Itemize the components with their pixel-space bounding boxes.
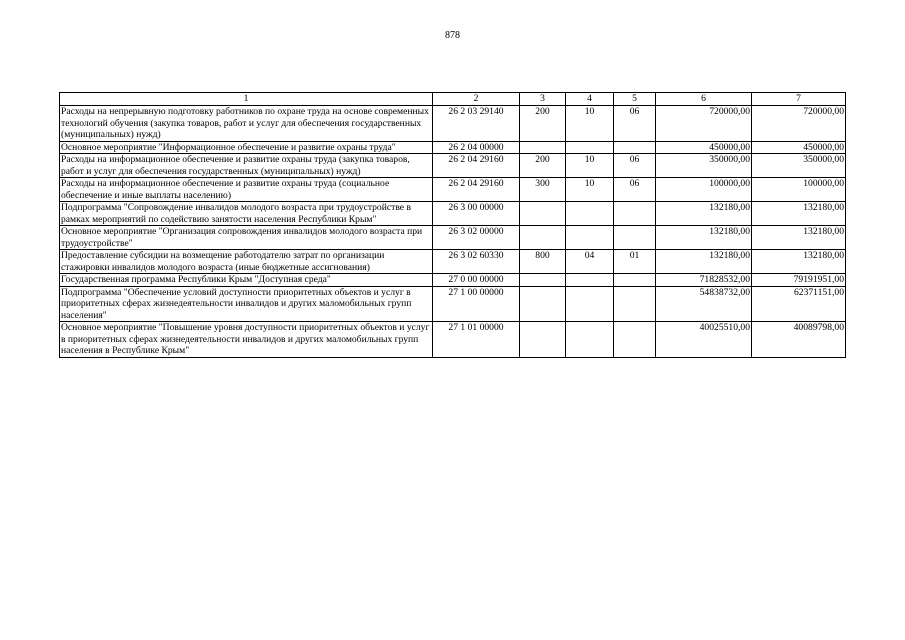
table-row — [60, 202, 846, 226]
row-col4: 10 — [566, 178, 614, 202]
row-amount-6: 132180,00 — [656, 250, 752, 274]
row-col5 — [614, 322, 656, 358]
row-col4: 04 — [566, 250, 614, 274]
row-col5: 06 — [614, 154, 656, 178]
row-col4 — [566, 141, 614, 154]
col-header-5: 5 — [614, 93, 656, 106]
row-name: Расходы на информационное обеспечение и развитие охраны труда (социальное обеспечение и иные выплаты населению) — [60, 178, 433, 202]
row-col4: 10 — [566, 106, 614, 142]
row-amount-6: 450000,00 — [656, 141, 752, 154]
table-row — [60, 322, 846, 358]
row-amount-7: 132180,00 — [752, 202, 846, 226]
row-col5: 01 — [614, 250, 656, 274]
row-amount-7: 100000,00 — [752, 178, 846, 202]
row-name: Подпрограмма "Обеспечение условий доступности приоритетных объектов и услуг в приоритетных сферах жизнедеятельности инвалидов и других маломобильных групп населения" — [60, 286, 433, 322]
row-col4 — [566, 322, 614, 358]
row-col3: 300 — [520, 178, 566, 202]
table-row — [60, 106, 846, 142]
row-col3 — [520, 286, 566, 322]
row-amount-7: 450000,00 — [752, 141, 846, 154]
row-amount-7: 79191951,00 — [752, 274, 846, 287]
row-name: Расходы на информационное обеспечение и развитие охраны труда (закупка товаров, работ и услуг для обеспечения государственных (муниципальных) нужд) — [60, 154, 433, 178]
row-col3 — [520, 226, 566, 250]
row-amount-6: 350000,00 — [656, 154, 752, 178]
col-header-1: 1 — [60, 93, 433, 106]
row-amount-6: 40025510,00 — [656, 322, 752, 358]
row-code: 26 2 03 29140 — [433, 106, 520, 142]
row-name: Основное мероприятие "Информационное обеспечение и развитие охраны труда" — [60, 141, 433, 154]
col-header-4: 4 — [566, 93, 614, 106]
table-row — [60, 286, 846, 322]
row-col3 — [520, 141, 566, 154]
row-amount-6: 54838732,00 — [656, 286, 752, 322]
row-amount-7: 62371151,00 — [752, 286, 846, 322]
row-col5 — [614, 226, 656, 250]
row-name: Предоставление субсидии на возмещение работодателю затрат по организации стажировки инвалидов молодого возраста (иные бюджетные ассигнования) — [60, 250, 433, 274]
row-col4 — [566, 274, 614, 287]
col-header-3: 3 — [520, 93, 566, 106]
row-col3: 200 — [520, 154, 566, 178]
col-header-6: 6 — [656, 93, 752, 106]
row-amount-7: 40089798,00 — [752, 322, 846, 358]
table-row — [60, 274, 846, 287]
row-amount-7: 132180,00 — [752, 226, 846, 250]
table-row — [60, 250, 846, 274]
row-code: 26 2 04 00000 — [433, 141, 520, 154]
row-name: Основное мероприятие "Организация сопровождения инвалидов молодого возраста при трудоустройстве" — [60, 226, 433, 250]
row-col5: 06 — [614, 106, 656, 142]
row-amount-6: 132180,00 — [656, 202, 752, 226]
row-amount-6: 720000,00 — [656, 106, 752, 142]
col-header-7: 7 — [752, 93, 846, 106]
table-row — [60, 178, 846, 202]
row-col5: 06 — [614, 178, 656, 202]
header-row — [60, 93, 846, 106]
row-col5 — [614, 202, 656, 226]
row-col5 — [614, 286, 656, 322]
row-col4 — [566, 202, 614, 226]
row-code: 26 3 02 60330 — [433, 250, 520, 274]
page-number: 878 — [445, 30, 460, 41]
row-col5 — [614, 141, 656, 154]
row-amount-7: 132180,00 — [752, 250, 846, 274]
row-amount-6: 71828532,00 — [656, 274, 752, 287]
row-amount-6: 100000,00 — [656, 178, 752, 202]
row-name: Основное мероприятие "Повышение уровня доступности приоритетных объектов и услуг в приоритетных сферах жизнедеятельности инвалидов и других маломобильных групп населения в Республике Крым" — [60, 322, 433, 358]
row-name: Подпрограмма "Сопровождение инвалидов молодого возраста при трудоустройстве в рамках мероприятий по содействию занятости населения Республики Крым" — [60, 202, 433, 226]
row-code: 27 1 01 00000 — [433, 322, 520, 358]
row-col5 — [614, 274, 656, 287]
col-header-2: 2 — [433, 93, 520, 106]
table-row — [60, 154, 846, 178]
row-col4 — [566, 226, 614, 250]
row-col4: 10 — [566, 154, 614, 178]
row-col4 — [566, 286, 614, 322]
budget-table — [59, 92, 846, 358]
row-col3: 200 — [520, 106, 566, 142]
row-amount-6: 132180,00 — [656, 226, 752, 250]
row-col3 — [520, 274, 566, 287]
row-code: 26 3 02 00000 — [433, 226, 520, 250]
row-code: 26 3 00 00000 — [433, 202, 520, 226]
row-col3 — [520, 322, 566, 358]
row-col3 — [520, 202, 566, 226]
table-row — [60, 226, 846, 250]
row-code: 26 2 04 29160 — [433, 154, 520, 178]
row-col3: 800 — [520, 250, 566, 274]
row-amount-7: 350000,00 — [752, 154, 846, 178]
table-row — [60, 141, 846, 154]
row-code: 27 0 00 00000 — [433, 274, 520, 287]
row-name: Государственная программа Республики Крым "Доступная среда" — [60, 274, 433, 287]
row-amount-7: 720000,00 — [752, 106, 846, 142]
row-code: 26 2 04 29160 — [433, 178, 520, 202]
row-code: 27 1 00 00000 — [433, 286, 520, 322]
row-name: Расходы на непрерывную подготовку работников по охране труда на основе современных технологий обучения (закупка товаров, работ и услуг для обеспечения государственных (муниципальных) нужд) — [60, 106, 433, 142]
